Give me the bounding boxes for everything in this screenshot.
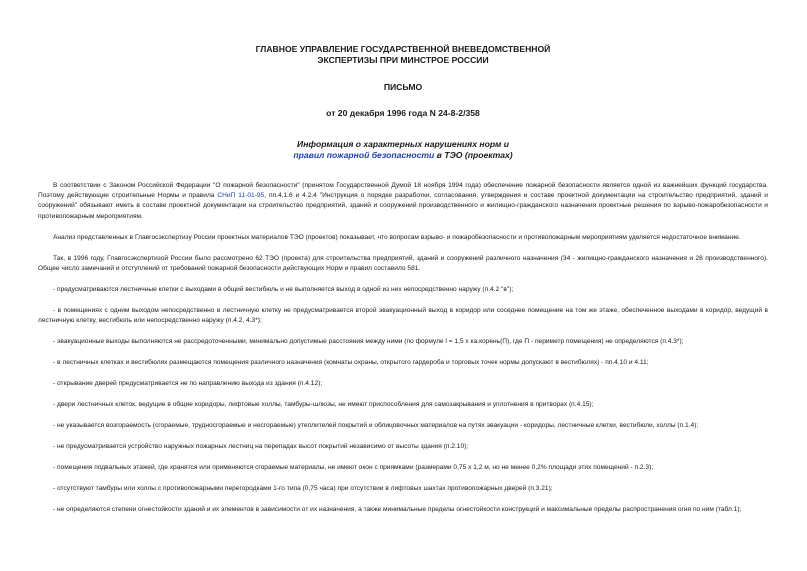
violation-item: - отсутствуют тамбуры или холлы с противопожарными перегородками 1-го типа (0,75 часа) при отсутствии в лифтовых шахтах противопожарных дверей (п.3.21); (53, 485, 553, 493)
document-type: ПИСЬМО (383, 82, 423, 92)
violation-item: - открывание дверей предусматривается не по направлению выхода из здания (п.4.12); (53, 380, 323, 388)
violation-item: - не указывается возгораемость (сгораемые, трудносгораемые и несгораемые) утеплителей покрытий и облицовочных материалов на путях эвакуации - коридоры, лестничные клетки, вестибюли, холлы (п.1.4); (53, 422, 699, 430)
paragraph-statistics: Так, в 1996 году, Главгосэкспертизой России было рассмотрено 62 ТЭО (проекта) для строительства предприятий, зданий и сооружений различного назначения (34 - жилищно-гражданского назначения и 28 производственного). Общее число замечаний и отступлений от требований пожарной безопасности действующих Норм и правил составило 581. (38, 254, 768, 272)
violation-item: - помещения подвальных этажей, где хранятся или применяются сгораемые материалы, не имеют окон с приямками (размерами 0,75 x 1,2 м, но не менее 0,2% площади этих помещений - п.2.3); (53, 464, 654, 472)
document-subject (38, 139, 768, 161)
violation-item: - в лестничных клетках и вестибюлях размещаются помещения различного назначения (комнаты охраны, открытого гардероба и торговых точек нормы допускают в вестибюлях) - пп.4.10 и 4.11; (53, 359, 649, 367)
subject-link-fire-safety-rules[interactable]: правил пожарной безопасности (293, 150, 435, 160)
intro-text-start: В соответствии с Законом Российской Федерации "О пожарной безопасности" (принятом Государственной Думой 18 ноября 1994 года) обеспечение пожарной безопасности является одной из важнейших функций государства. Поэтому действующие строительные Нормы и правила (38, 182, 768, 200)
subject-line-2-rest: в ТЭО (проектах) (434, 150, 513, 160)
violation-item: - двери лестничных клеток, ведущие в общие коридоры, лифтовые холлы, тамбуры-шлюзы, не имеют приспособления для самозакрывания и уплотнения в притворах (п.4.15); (53, 401, 594, 409)
violation-item: - в помещениях с одним выходом непосредственно в лестничную клетку не предусматривается второй эвакуационный выход в коридор или соседнее помещение на том же этаже, обеспеченное выходами в коридор, ведущий в лестничную клетку, вестибюль или непосредственно наружу (п.4.2, 4.3*); (38, 306, 768, 325)
subject-line-2 (38, 150, 768, 161)
violation-item: - не определяются степени огнестойкости зданий и их элементов в зависимости от их назначения, а также минимальные пределы огнестойкости конструкций и максимальные пределы распространения огня по ним (табл.1); (53, 506, 742, 514)
document-body (38, 181, 768, 515)
snip-link[interactable]: СНиП 11-01-95 (217, 192, 265, 200)
violation-item: - предусматриваются лестничные клетки с выходами в общий вестибюль и не выполняется выход в одной из них непосредственно наружу (п.4.2 "в"); (53, 285, 514, 293)
document-date: от 20 декабря 1996 года N 24-8-2/358 (326, 108, 480, 118)
org-line-2: ЭКСПЕРТИЗЫ ПРИ МИНСТРОЕ РОССИИ (317, 55, 489, 65)
subject-line-1: Информация о характерных нарушениях норм и (297, 139, 509, 149)
issuing-organization (38, 44, 768, 66)
violation-item: - не предусматривается устройство наружных пожарных лестниц на перепадах высот покрытий независимо от высоты здания (п.2.10); (53, 443, 469, 451)
paragraph-intro (38, 181, 768, 222)
violation-item: - эвакуационные выходы выполняются не рассредоточенными, минимально допустимые расстояния между ними (по формуле l = 1,5 x ка.корень(П), где П - периметр помещения) не определяются (п.4.3*); (53, 338, 684, 346)
paragraph-analysis: Анализ представленных в Главгосэкспертизу России проектных материалов ТЭО (проектов) показывает, что вопросам взрыво- и пожаробезопасности и противопожарным мероприятиям уделяется недостаточное внимание. (53, 233, 741, 241)
org-line-1: ГЛАВНОЕ УПРАВЛЕНИЕ ГОСУДАРСТВЕННОЙ ВНЕВЕДОМСТВЕННОЙ (255, 44, 551, 54)
document-page (38, 0, 768, 526)
intro-text-end: , пп.4.1.6 и 4.2.4 "Инструкция о порядке разработки, согласования, утверждения и составе проектной документации на строительство предприятий, зданий и сооружений" обязывают иметь в составе проектной документации на строительство предприятий, зданий и сооружений производственного и жилищно-гражданского назначения проектные решения по взрыво-пожаробезопасности и противопожарным мероприятиям. (38, 192, 768, 220)
